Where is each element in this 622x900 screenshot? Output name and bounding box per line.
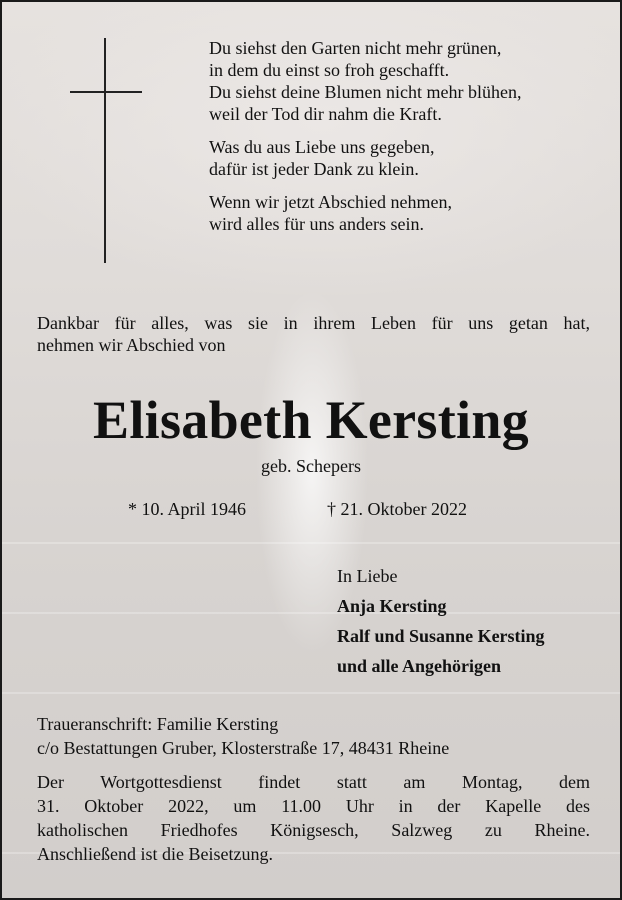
poem — [209, 37, 609, 246]
poem-line: Du siehst deine Blumen nicht mehr blühen, — [209, 82, 522, 102]
poem-line: Du siehst den Garten nicht mehr grünen, — [209, 38, 502, 58]
mourners-intro: In Liebe — [337, 566, 398, 586]
address-line: Traueranschrift: Familie Kersting — [37, 714, 279, 734]
intro-text — [37, 312, 590, 356]
poem-line: weil der Tod dir nahm die Kraft. — [209, 104, 442, 124]
poem-line: dafür ist jeder Dank zu klein. — [209, 159, 419, 179]
poem-line: Was du aus Liebe uns gegeben, — [209, 137, 435, 157]
background-wave — [2, 692, 620, 694]
intro-line: nehmen wir Abschied von — [37, 335, 226, 355]
mourner-name: Ralf und Susanne Kersting — [337, 626, 545, 646]
deceased-name: Elisabeth Kersting — [93, 390, 529, 450]
cross-icon-bar — [70, 91, 142, 93]
birth-date: * 10. April 1946 — [128, 499, 247, 519]
address-line: c/o Bestattungen Gruber, Klosterstraße 17, 48431 Rheine — [37, 738, 450, 758]
poem-line: in dem du einst so froh geschafft. — [209, 60, 450, 80]
poem-stanza — [209, 136, 609, 180]
poem-stanza — [209, 37, 609, 125]
background-wave — [2, 542, 620, 544]
mourner-name: Anja Kersting — [337, 596, 447, 616]
poem-stanza — [209, 191, 609, 235]
poem-line: Wenn wir jetzt Abschied nehmen, — [209, 192, 452, 212]
cross-icon — [104, 38, 106, 263]
mourner-name: und alle Angehörigen — [337, 656, 502, 676]
service-line: Der Wortgottesdienst findet statt am Montag, dem — [37, 772, 590, 792]
birth-name: geb. Schepers — [261, 456, 361, 476]
poem-line: wird alles für uns anders sein. — [209, 214, 424, 234]
service-info — [37, 770, 590, 866]
service-line: 31. Oktober 2022, um 11.00 Uhr in der Kapelle des — [37, 796, 590, 816]
intro-line: Dankbar für alles, was sie in ihrem Leben für uns getan hat, — [37, 313, 590, 333]
death-date: † 21. Oktober 2022 — [327, 499, 467, 519]
service-line: Anschließend ist die Beisetzung. — [37, 844, 273, 864]
mourning-address — [37, 712, 590, 760]
mourners — [337, 561, 607, 681]
service-line: katholischen Friedhofes Königsesch, Salzweg zu Rheine. — [37, 820, 590, 840]
